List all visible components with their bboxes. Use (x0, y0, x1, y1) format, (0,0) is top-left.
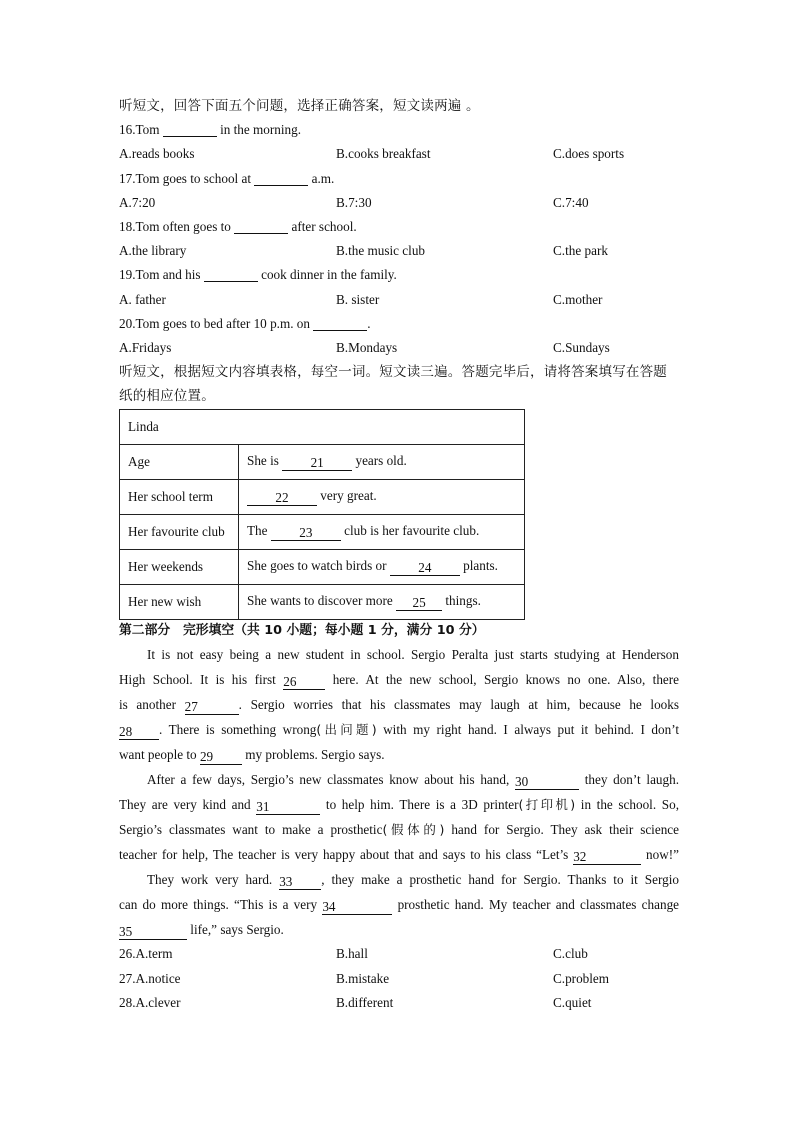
table-key: Her favourite club (120, 515, 239, 550)
fill-blank-22[interactable]: 22 (247, 490, 317, 506)
value-text: She goes to watch birds or (247, 558, 387, 574)
text: prosthetic hand. My teacher and classmates change (397, 897, 680, 913)
passage-line: It is not easy being a new student in school. Sergio Peralta just starts studying at Henderson (147, 647, 679, 663)
text: to help him. There is a 3D printer (325, 797, 519, 813)
text: Sergio’s classmates want to make a prosthetic (119, 822, 383, 838)
table-row (120, 550, 525, 585)
table-value (239, 585, 525, 620)
value-text: very great. (320, 488, 377, 504)
question-stem-end: . (367, 315, 371, 331)
option-c[interactable]: C.club (553, 946, 588, 962)
cloze-blank-33[interactable]: 33 (279, 874, 321, 890)
passage-line (119, 767, 679, 792)
question-stem: 18.Tom often goes to (119, 218, 231, 234)
passage-line (119, 917, 679, 942)
question-stem: 16.Tom (119, 122, 160, 138)
fill-blank-25[interactable]: 25 (396, 595, 442, 611)
value-text: club is her favourite club. (344, 523, 480, 539)
passage-line (119, 742, 679, 767)
exam-page (119, 94, 679, 1015)
cloze-blank-26[interactable]: 26 (283, 674, 325, 690)
table-header-row (120, 410, 525, 445)
option-c[interactable]: C.does sports (553, 146, 625, 162)
question-16 (119, 118, 679, 142)
answer-blank (234, 218, 288, 234)
fill-blank-24[interactable]: 24 (390, 560, 460, 576)
value-text: She wants to discover more (247, 593, 393, 609)
passage-line (119, 892, 679, 917)
value-text: She is (247, 453, 279, 469)
listening-instruction-1: 听短文，回答下面五个问题，选择正确答案，短文读两遍 。 (119, 98, 480, 114)
table-header: Linda (120, 410, 525, 445)
chinese-gloss: (出问题) (316, 722, 377, 738)
question-stem-end: after school. (291, 218, 357, 234)
cloze-blank-31[interactable]: 31 (256, 799, 320, 815)
question-18 (119, 215, 679, 239)
text: They are very kind and (119, 797, 251, 813)
question-20 (119, 312, 679, 336)
text: They work very hard. (147, 872, 273, 888)
listening-instruction-2-cont: 纸的相应位置。 (119, 388, 215, 405)
text: want people to (119, 747, 197, 763)
cloze-blank-30[interactable]: 30 (515, 774, 579, 790)
table-row (120, 515, 525, 550)
text: . Sergio worries that his classmates may laugh at him, because he looks (238, 697, 679, 713)
text: with my right hand. I always put it behind. I don’t (383, 722, 680, 738)
answer-blank (254, 170, 308, 186)
question-stem-end: in the morning. (220, 122, 302, 138)
option-c[interactable]: C.Sundays (553, 339, 610, 355)
passage-line (119, 842, 679, 867)
text: they don’t laugh. (584, 772, 680, 788)
value-text: things. (445, 593, 481, 609)
option-a[interactable]: A.reads books (119, 146, 195, 162)
question-stem-end: a.m. (311, 170, 335, 186)
option-a[interactable]: 26.A.term (119, 946, 173, 962)
question-stem: 20.Tom goes to bed after 10 p.m. on (119, 315, 310, 331)
text: here. At the new school, Sergio knows no one. Also, there (332, 672, 680, 688)
option-a[interactable]: A.the library (119, 243, 187, 259)
chinese-gloss: (打印机) (518, 797, 576, 813)
option-c[interactable]: C.quiet (553, 994, 592, 1010)
question-18-options (119, 239, 679, 263)
question-stem: 17.Tom goes to school at (119, 170, 252, 186)
value-text: The (247, 523, 268, 539)
option-a[interactable]: A. father (119, 291, 166, 307)
question-17 (119, 167, 679, 191)
cloze-options-26 (119, 942, 679, 966)
answer-blank (204, 266, 258, 282)
cloze-blank-35[interactable]: 35 (119, 924, 187, 940)
text: is another (119, 697, 176, 713)
option-b[interactable]: B.the music club (336, 243, 426, 259)
linda-info-table (119, 409, 525, 620)
table-key: Her school term (120, 480, 239, 515)
value-text: plants. (463, 558, 498, 574)
section-title: 第二部分 完形填空（共 10 小题；每小题 1 分，满分 10 分） (119, 623, 485, 639)
table-key: Age (120, 445, 239, 480)
passage-line (119, 692, 679, 717)
question-19-options (119, 288, 679, 312)
table-value (239, 550, 525, 585)
text: life,” says Sergio. (190, 922, 284, 938)
table-key: Her weekends (120, 550, 239, 585)
cloze-blank-32[interactable]: 32 (573, 849, 641, 865)
text: hand for Sergio. They ask their science (451, 822, 679, 838)
text: , they make a prosthetic hand for Sergio. Thanks to it Sergio (321, 872, 679, 888)
answer-blank (313, 315, 367, 331)
option-b[interactable]: B.7:30 (336, 194, 372, 210)
option-c[interactable]: C.mother (553, 291, 603, 307)
cloze-blank-28[interactable]: 28 (119, 724, 159, 740)
option-b[interactable]: B. sister (336, 291, 380, 307)
listening-instruction-2: 听短文，根据短文内容填表格，每空一词。短文读三遍。答题完毕后，请将答案填写在答题 (119, 364, 667, 381)
question-stem: 19.Tom and his (119, 267, 201, 283)
question-19 (119, 263, 679, 287)
answer-blank (163, 121, 217, 137)
text: can do more things. “This is a very (119, 897, 318, 913)
table-value (239, 480, 525, 515)
passage-line (119, 667, 679, 692)
option-a[interactable]: A.Fridays (119, 339, 172, 355)
passage-line (119, 817, 679, 842)
option-b[interactable]: B.cooks breakfast (336, 146, 431, 162)
cloze-blank-34[interactable]: 34 (322, 899, 392, 915)
option-b[interactable]: B.Mondays (336, 339, 398, 355)
table-row (120, 480, 525, 515)
passage-line (119, 792, 679, 817)
text: my problems. Sergio says. (245, 747, 385, 763)
table-value (239, 515, 525, 550)
text: in the school. So, (580, 797, 679, 813)
question-20-options (119, 336, 679, 360)
option-c[interactable]: C.7:40 (553, 194, 589, 210)
option-b[interactable]: B.mistake (336, 970, 390, 986)
option-a[interactable]: 28.A.clever (119, 994, 181, 1010)
fill-blank-21[interactable]: 21 (282, 455, 352, 471)
fill-blank-23[interactable]: 23 (271, 525, 341, 541)
cloze-options-28 (119, 991, 679, 1015)
cloze-blank-27[interactable]: 27 (185, 699, 239, 715)
question-stem-end: cook dinner in the family. (261, 267, 397, 283)
cloze-blank-29[interactable]: 29 (200, 749, 242, 765)
option-a[interactable]: A.7:20 (119, 194, 156, 210)
question-17-options (119, 191, 679, 215)
table-key: Her new wish (120, 585, 239, 620)
option-b[interactable]: B.different (336, 994, 394, 1010)
text: . There is something wrong (159, 722, 317, 738)
table-value (239, 445, 525, 480)
text: teacher for help, The teacher is very happy about that and says to his class “Let’s (119, 847, 569, 863)
text: now!” (646, 847, 680, 863)
passage-line (119, 867, 679, 892)
text: High School. It is his first (119, 672, 276, 688)
passage-line (119, 717, 679, 742)
text: After a few days, Sergio’s new classmates know about his hand, (147, 772, 510, 788)
option-c[interactable]: C.problem (553, 970, 610, 986)
question-16-options (119, 142, 679, 166)
chinese-gloss: (假体的) (382, 822, 445, 838)
option-b[interactable]: B.hall (336, 946, 368, 962)
table-row (120, 585, 525, 620)
table-row (120, 445, 525, 480)
value-text: years old. (355, 453, 407, 469)
option-c[interactable]: C.the park (553, 243, 608, 259)
cloze-options-27 (119, 967, 679, 991)
option-a[interactable]: 27.A.notice (119, 970, 181, 986)
